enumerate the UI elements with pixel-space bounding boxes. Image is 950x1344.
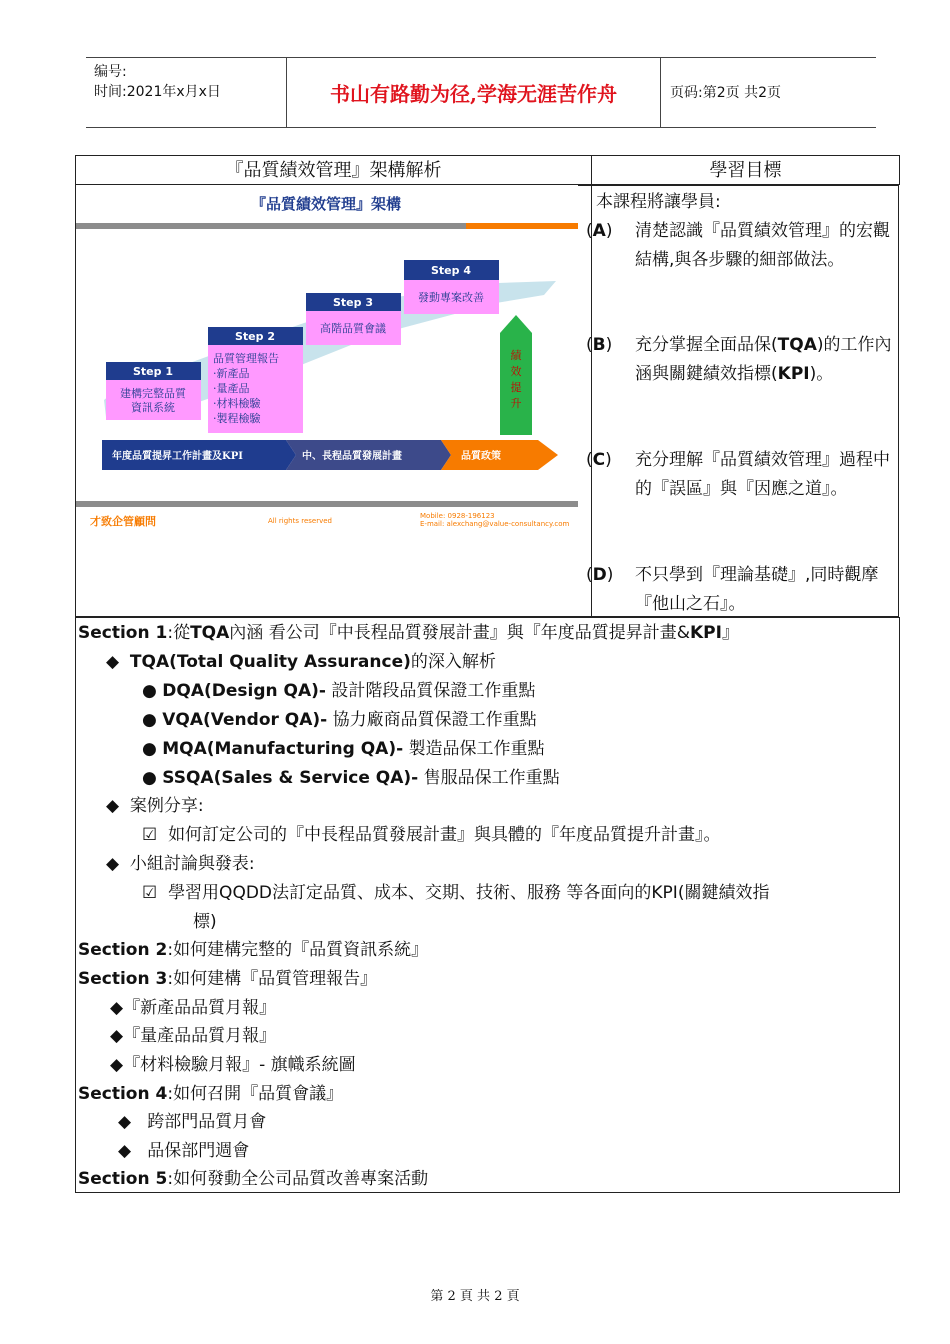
top-orange-bar — [466, 223, 578, 229]
step-1-line: 建構完整品質 — [120, 387, 186, 400]
framework-diagram — [76, 185, 578, 531]
arrow-seg-1-text: 年度品質提昇工作計畫及KPI — [112, 451, 243, 462]
section-text: :如何召開『品質會議』 — [167, 1084, 344, 1104]
page-footer: 第 2 頁 共 2 頁 — [430, 1289, 520, 1304]
s4-item-text: 跨部門品質月會 — [147, 1112, 267, 1132]
goal-tag — [586, 446, 612, 475]
framework-diagram-svg — [76, 185, 578, 531]
header-motto: 书山有路勤为径,学海无涯苦作舟 — [330, 82, 617, 106]
diamond-bullet-icon: ◆ — [106, 854, 120, 874]
diagram-title: 『品質績效管理』架構 — [251, 195, 402, 213]
goal-tag-close: ) — [605, 450, 612, 470]
tqa-bold: TQA(Total Quality Assurance) — [129, 652, 411, 672]
goal-tag-letter: A — [592, 221, 606, 241]
s4-item — [118, 1137, 249, 1165]
s4-item — [118, 1108, 266, 1136]
goals-intro: 本課程將讓學員: — [596, 192, 721, 212]
section-4-heading — [78, 1080, 343, 1108]
step-2-line: ·材料檢驗 — [213, 397, 261, 410]
step-3-line: 高階品質會議 — [320, 322, 386, 335]
qa-rest: 製造品保工作重點 — [408, 739, 545, 759]
goal-text-bold: TQA — [777, 335, 817, 355]
step-1-line: 資訊系統 — [131, 401, 175, 414]
checkbox-icon: ☑ — [142, 883, 158, 903]
s3-item-text: 『量產品品質月報』 — [123, 1026, 277, 1046]
tqa-rest: 的深入解析 — [410, 652, 496, 672]
goal-text-bold: KPI — [777, 364, 810, 384]
learning-goals — [586, 185, 899, 617]
bottom-gray-bar — [76, 501, 578, 507]
qa-bold: DQA(Design QA)- — [162, 681, 326, 701]
case-item — [142, 821, 721, 849]
mobile-text: Mobile: 0928-196123 — [420, 512, 495, 520]
diamond-bullet-icon: ◆ — [118, 1141, 132, 1161]
goal-text — [635, 331, 893, 389]
section-label: Section 4 — [78, 1084, 168, 1104]
qa-rest: 協力廠商品質保證工作重點 — [332, 710, 537, 730]
qa-item — [142, 764, 560, 792]
top-gray-bar — [76, 223, 466, 229]
arrow-seg-3-text: 品質政策 — [461, 451, 501, 462]
step-2-line: ·量產品 — [213, 382, 250, 395]
dot-bullet-icon: ● — [142, 768, 157, 788]
arrow-seg-2-text: 中、長程品質發展計畫 — [302, 451, 402, 462]
group-label: 小組討論與發表: — [129, 854, 255, 874]
goal-text-part: )的工作內涵與關鍵績效指標( — [635, 335, 892, 384]
section-text: :從 — [167, 623, 191, 643]
qa-rest: 售服品保工作重點 — [423, 768, 560, 788]
tqa-item — [106, 648, 496, 676]
group-item — [142, 879, 769, 907]
group-text: 學習用QQDD法訂定品質、成本、交期、技術、服務 等各面向的KPI(關鍵績效指 — [168, 883, 770, 903]
col-header-goals: 學習目標 — [591, 155, 900, 185]
kpi-up-text: 升 — [510, 397, 522, 410]
diamond-bullet-icon: ◆ — [106, 652, 120, 672]
header-meta — [94, 62, 221, 102]
section-text-bold: KPI — [689, 623, 722, 643]
s3-item — [110, 1051, 356, 1079]
step-4-label: Step 4 — [431, 264, 471, 277]
kpi-up-text: 提 — [510, 381, 522, 394]
step-3-label: Step 3 — [333, 296, 373, 309]
goal-tag-open: ( — [586, 565, 593, 585]
course-sections — [75, 617, 900, 1193]
case-heading — [106, 792, 204, 820]
s3-item-text: 『材料檢驗月報』- 旗幟系統圖 — [123, 1055, 356, 1075]
header-divider — [660, 58, 661, 127]
diamond-bullet-icon: ◆ — [110, 998, 124, 1018]
qa-bold: SSQA(Sales & Service QA)- — [162, 768, 419, 788]
s3-item — [110, 994, 276, 1022]
goal-text: 不只學到『理論基礎』,同時觀摩『他山之石』。 — [635, 565, 879, 614]
step-2-line: 品質管理報告 — [213, 352, 279, 365]
page-header — [86, 57, 876, 128]
section-label: Section 5 — [78, 1169, 168, 1189]
section-text: 內涵 看公司『中長程品質發展計畫』與『年度品質提昇計畫& — [229, 623, 690, 643]
goal-tag-open: ( — [586, 335, 593, 355]
goal-tag-letter: D — [592, 565, 607, 585]
section-3-heading — [78, 965, 377, 993]
col-header-structure: 『品質績效管理』架構解析 — [75, 155, 592, 185]
step-2-label: Step 2 — [235, 330, 275, 343]
goal-text-part: 充分掌握全面品保( — [635, 335, 778, 355]
step-2-line: ·新產品 — [213, 367, 250, 380]
step-1-label: Step 1 — [133, 365, 173, 378]
dot-bullet-icon: ● — [142, 739, 157, 759]
diamond-bullet-icon: ◆ — [118, 1112, 132, 1132]
kpi-up-text: 效 — [510, 365, 522, 378]
section-text: :如何建構『品質管理報告』 — [167, 969, 378, 989]
company-name: 才致企管顧問 — [90, 515, 156, 528]
section-label: Section 3 — [78, 969, 168, 989]
goal-text: 充分理解『品質績效管理』過程中的『誤區』與『因應之道』。 — [635, 450, 890, 499]
s3-item — [110, 1022, 276, 1050]
goal-text-part: )。 — [809, 364, 834, 384]
number-label: 编号: — [94, 64, 127, 80]
s4-item-text: 品保部門週會 — [147, 1141, 250, 1161]
section-5-heading — [78, 1165, 428, 1193]
header-page-label: 页码:第2页 共2页 — [670, 85, 781, 101]
goal-tag-letter: C — [592, 450, 606, 470]
group-item-cont: 標) — [193, 912, 217, 932]
email-text: E-mail: alexchang@value-consultancy.com — [420, 520, 570, 528]
section-label: Section 2 — [78, 940, 168, 960]
goal-tag-close: ) — [605, 221, 613, 241]
section-label: Section 1 — [78, 623, 168, 643]
step-1-body — [106, 380, 201, 420]
dot-bullet-icon: ● — [142, 681, 157, 701]
goal-tag-open: ( — [586, 221, 593, 241]
goal-text: 清楚認識『品質績效管理』的宏觀結構,與各步驟的細部做法。 — [635, 221, 890, 270]
qa-item — [142, 706, 537, 734]
rights-text: All rights reserved — [268, 517, 332, 525]
section-text: :如何建構完整的『品質資訊系統』 — [167, 940, 429, 960]
goal-tag-close: ) — [606, 565, 614, 585]
goal-tag-close: ) — [605, 335, 613, 355]
s3-item-text: 『新產品品質月報』 — [123, 998, 277, 1018]
goal-tag — [586, 217, 612, 246]
qa-bold: MQA(Manufacturing QA)- — [162, 739, 404, 759]
qa-rest: 設計階段品質保證工作重點 — [331, 681, 536, 701]
step-2-line: ·製程檢驗 — [213, 412, 261, 425]
diamond-bullet-icon: ◆ — [106, 796, 120, 816]
checkbox-icon: ☑ — [142, 825, 158, 845]
qa-item — [142, 677, 535, 705]
case-label: 案例分享: — [129, 796, 204, 816]
section-text: 』 — [721, 623, 739, 643]
goal-tag — [586, 331, 612, 360]
case-text: 如何訂定公司的『中長程品質發展計畫』與具體的『年度品質提升計畫』。 — [168, 825, 721, 845]
section-2-heading — [78, 936, 428, 964]
qa-item — [142, 735, 545, 763]
goal-tag — [586, 561, 613, 590]
qa-bold: VQA(Vendor QA)- — [162, 710, 328, 730]
goal-tag-letter: B — [592, 335, 606, 355]
goal-tag-open: ( — [586, 450, 593, 470]
dot-bullet-icon: ● — [142, 710, 157, 730]
diamond-bullet-icon: ◆ — [110, 1026, 124, 1046]
section-text-bold: TQA — [190, 623, 230, 643]
step-4-line: 發動專案改善 — [418, 291, 484, 304]
kpi-up-text: 績 — [510, 349, 522, 362]
time-label: 时间:2021年x月x日 — [94, 84, 221, 100]
section-1-heading — [78, 619, 739, 647]
diamond-bullet-icon: ◆ — [110, 1055, 124, 1075]
group-heading — [106, 850, 255, 878]
section-text: :如何發動全公司品質改善專案活動 — [167, 1169, 429, 1189]
